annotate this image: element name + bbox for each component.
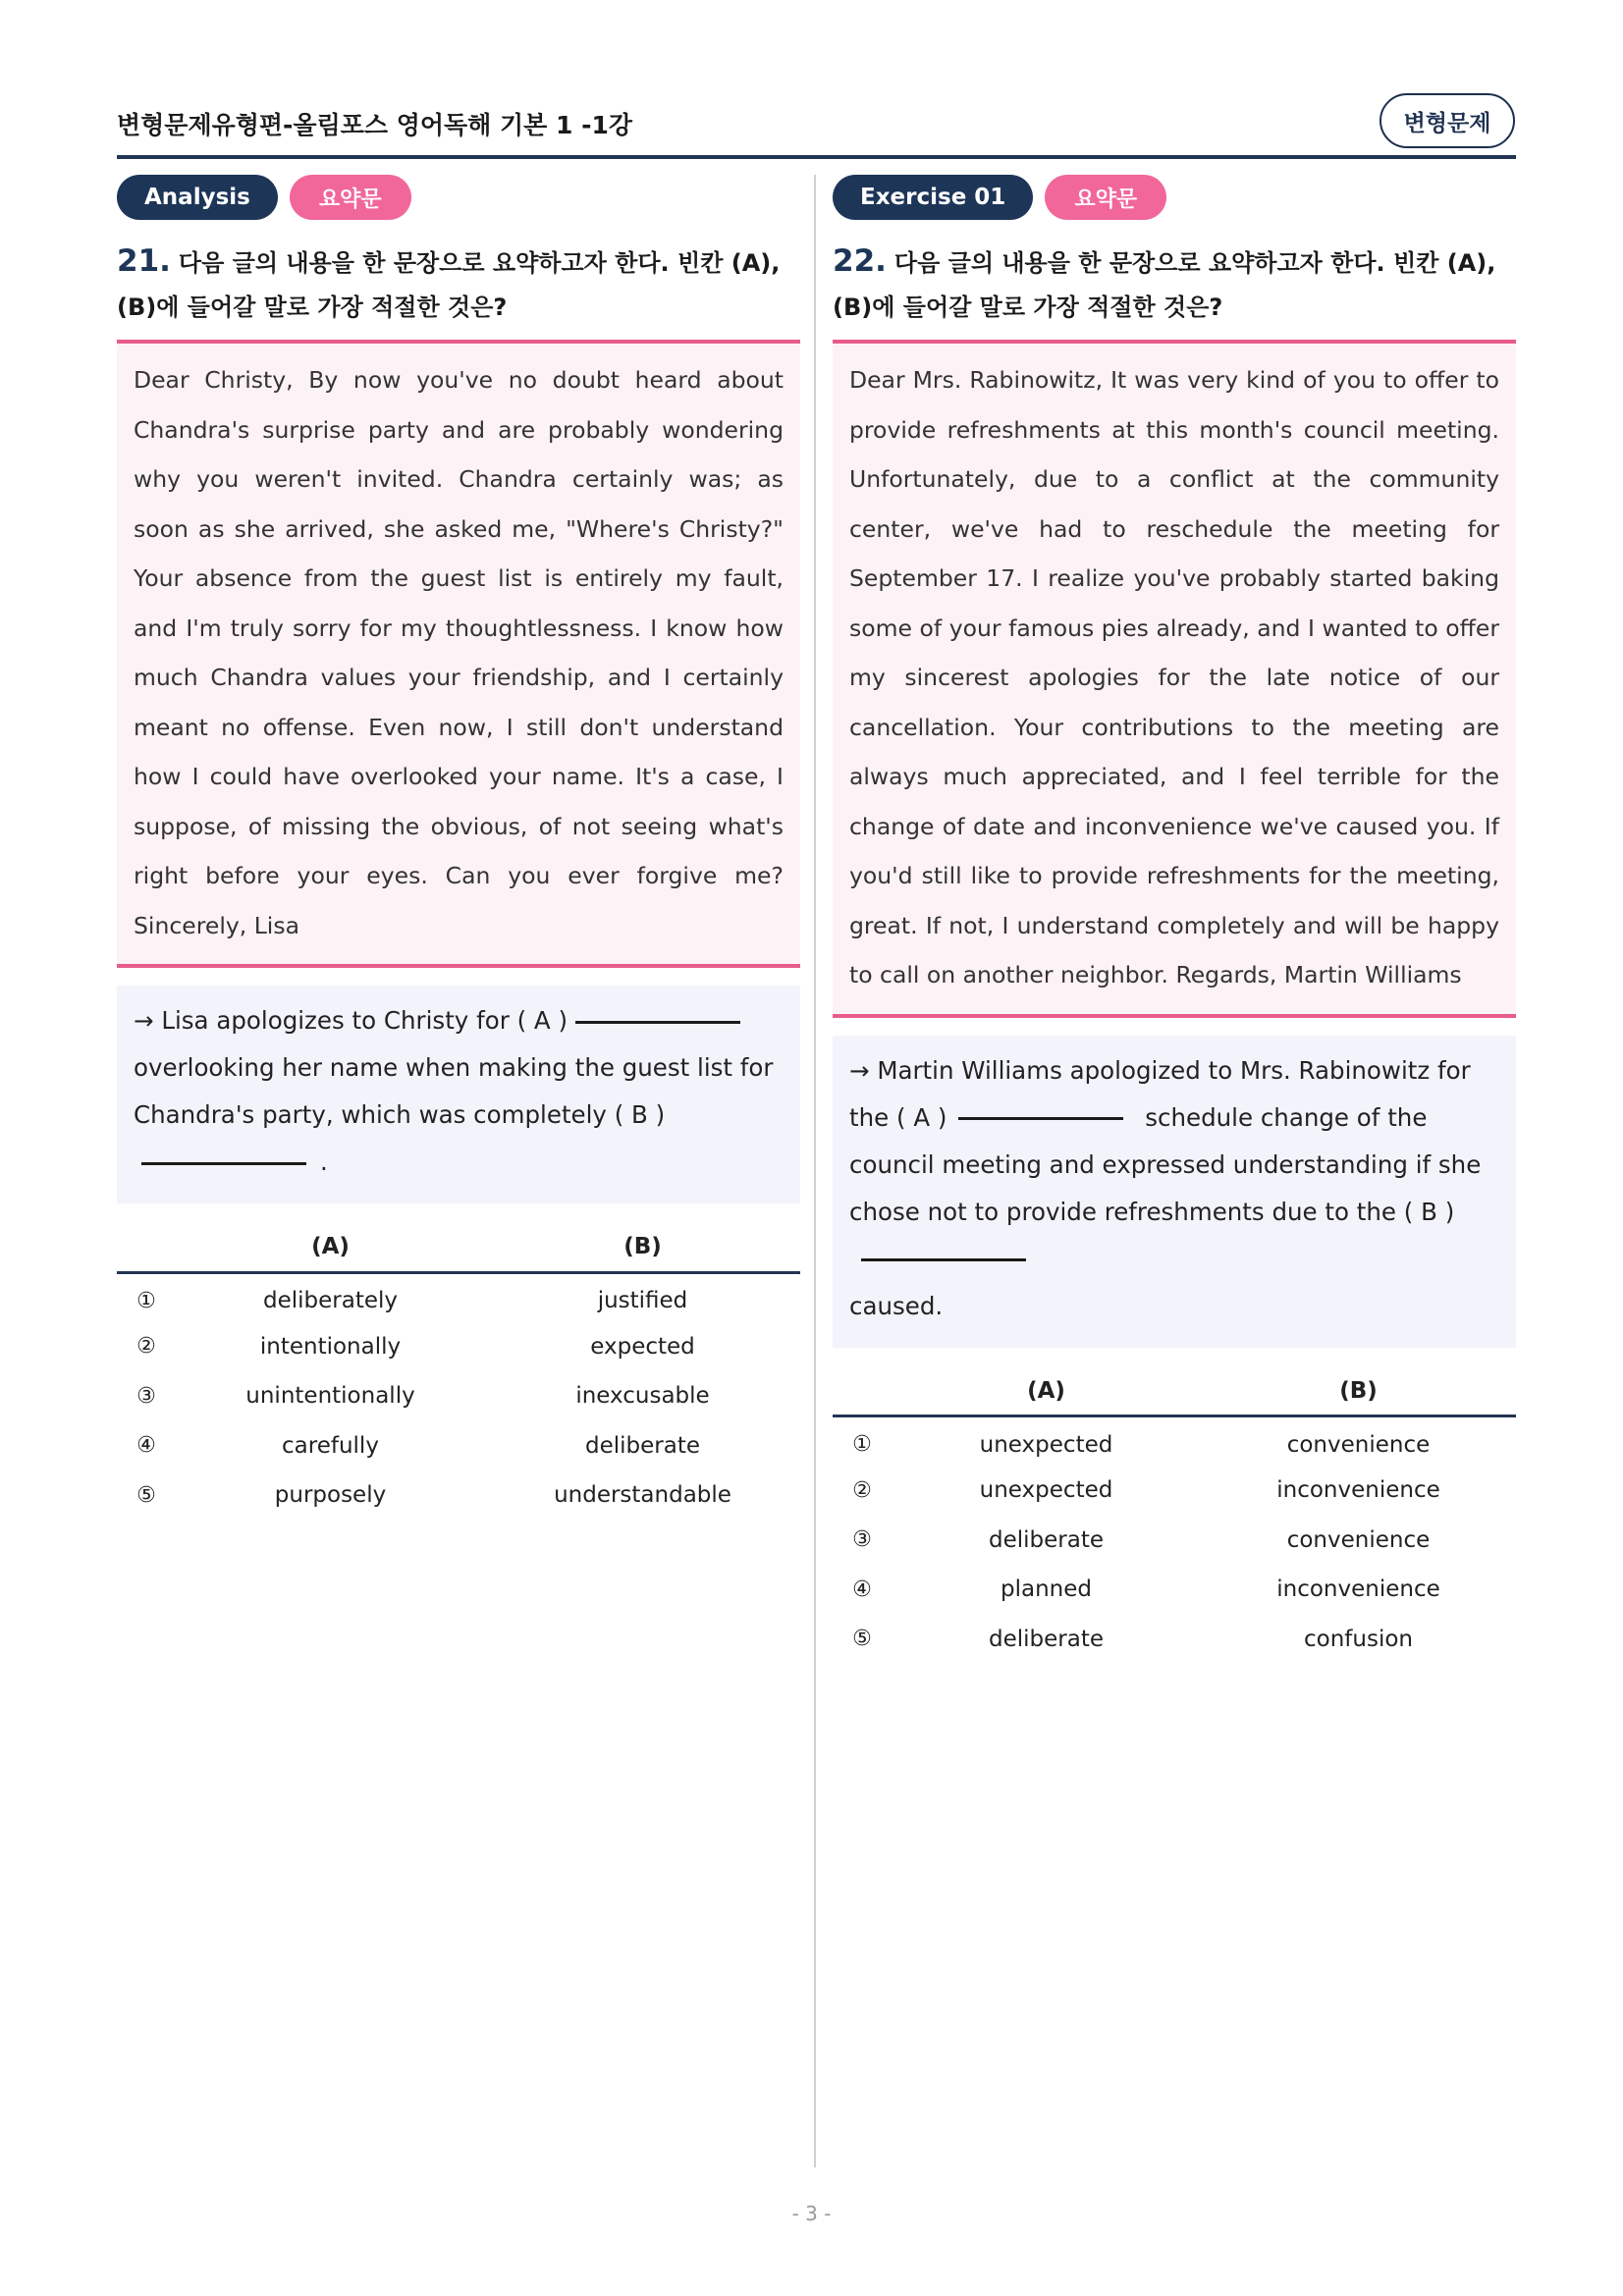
- summary-end: .: [320, 1148, 328, 1176]
- page-number: - 3 -: [791, 2202, 832, 2225]
- choice-number: ④: [852, 1576, 872, 1602]
- question-21-column: [117, 175, 800, 1521]
- choice-row[interactable]: [117, 1421, 800, 1471]
- choice-a: deliberately: [262, 1288, 398, 1313]
- question-22-column: [833, 175, 1516, 1664]
- blank-a: [575, 1021, 740, 1024]
- choice-a: deliberate: [989, 1626, 1104, 1652]
- choice-b: inexcusable: [575, 1383, 710, 1410]
- choice-b: inconvenience: [1276, 1576, 1440, 1603]
- choice-b: convenience: [1286, 1431, 1431, 1458]
- choice-row[interactable]: [833, 1516, 1516, 1566]
- choice-b: deliberate: [585, 1432, 700, 1459]
- choice-b: expected: [590, 1333, 695, 1360]
- passage-bottom-rule: [833, 1014, 1516, 1018]
- summary-tag: 요약문: [1045, 175, 1166, 220]
- choice-a: purposely: [274, 1482, 387, 1509]
- choice-b: justified: [597, 1288, 688, 1313]
- blank-b: [141, 1162, 306, 1165]
- passage-text: Dear Mrs. Rabinowitz, It was very kind of you to offer to provide refreshments at this month's council meeting. Unfortunately, due to a conflict at the community center, we've had to reschedule the meeting for September 17. I realize you've probably started baking some of your famous pies already, and I wanted to offer my sincerest apologies for the late notice of our cancellation. Your contributions to the meeting are always much appreciated, and I feel terrible for the change of date and inconvenience we've caused you. If you'd still like to provide refreshments for the meeting, great. If not, I understand completely and will be happy to call on another neighbor. Regards, Martin Williams: [833, 344, 1516, 1014]
- choice-number: ⑤: [852, 1627, 872, 1652]
- summary-box: [833, 1036, 1516, 1348]
- choice-row[interactable]: [117, 1322, 800, 1372]
- choice-a: unexpected: [979, 1431, 1113, 1458]
- summary-part-2: schedule change of the council meeting and expressed understanding if she chose not to provide refreshments due to the ( B ): [849, 1102, 1482, 1226]
- choices-table: [117, 1223, 800, 1521]
- choice-number: ⑤: [136, 1482, 156, 1508]
- choices-header-row: [117, 1223, 800, 1272]
- choice-row[interactable]: [833, 1565, 1516, 1615]
- page-header-title: 변형문제유형편-올림포스 영어독해 기본 1 -1강: [117, 111, 633, 139]
- summary-end: caused.: [849, 1291, 944, 1320]
- header-badge: 변형문제: [1380, 93, 1515, 148]
- choice-a: deliberate: [989, 1526, 1104, 1553]
- choice-a: unexpected: [979, 1477, 1113, 1504]
- question-text: 다음 글의 내용을 한 문장으로 요약하고자 한다. 빈칸 (A), (B)에 들어갈 말로 가장 적절한 것은?: [117, 249, 781, 321]
- choice-number: ④: [136, 1433, 156, 1459]
- choice-num-header: [117, 1223, 176, 1272]
- header-divider: [117, 155, 1516, 159]
- choice-b: confusion: [1304, 1626, 1413, 1652]
- summary-tag: 요약문: [290, 175, 411, 220]
- blank-a: [958, 1117, 1123, 1120]
- choice-row[interactable]: [117, 1470, 800, 1521]
- choice-row[interactable]: [117, 1272, 800, 1322]
- column-b-header: (B): [623, 1234, 662, 1260]
- tag-group: [117, 175, 800, 220]
- blank-b: [861, 1258, 1026, 1261]
- column-divider: [814, 175, 816, 2167]
- passage-text: Dear Christy, By now you've no doubt heard about Chandra's surprise party and are probably wondering why you weren't invited. Chandra certainly was; as soon as she arrived, she asked me, "Where's Christy?" Your absence from the guest list is entirely my fault, and I'm truly sorry for my thoughtlessness. I know how much Chandra values your friendship, and I certainly meant no offense. Even now, I still don't understand how I could have overlooked your name. It's a case, I suppose, of missing the obvious, of not seeing what's right before your eyes. Can you ever forgive me? Sincerely, Lisa: [117, 344, 800, 964]
- choice-a: intentionally: [259, 1333, 402, 1360]
- choice-row[interactable]: [117, 1371, 800, 1421]
- question-text: 다음 글의 내용을 한 문장으로 요약하고자 한다. 빈칸 (A), (B)에 들어갈 말로 가장 적절한 것은?: [833, 249, 1496, 321]
- choice-b: inconvenience: [1276, 1477, 1440, 1504]
- choice-a: unintentionally: [245, 1383, 415, 1410]
- choice-number: ③: [136, 1383, 156, 1409]
- summary-box: [117, 986, 800, 1203]
- choices-header-row: [833, 1367, 1516, 1416]
- choice-number: ③: [852, 1527, 872, 1553]
- choice-num-header: [833, 1367, 892, 1416]
- choice-b: convenience: [1286, 1526, 1431, 1553]
- passage-bottom-rule: [117, 964, 800, 968]
- question-prompt: [117, 240, 800, 330]
- choice-a: carefully: [282, 1432, 379, 1459]
- question-number: 21.: [117, 243, 171, 279]
- choice-b: understandable: [554, 1482, 731, 1509]
- choices-table: [833, 1367, 1516, 1665]
- choice-number: ①: [852, 1432, 872, 1457]
- question-number: 22.: [833, 243, 887, 279]
- choice-a: planned: [1001, 1576, 1092, 1603]
- analysis-tag: Analysis: [117, 175, 278, 220]
- choice-number: ①: [136, 1288, 156, 1313]
- choice-row[interactable]: [833, 1615, 1516, 1665]
- choice-row[interactable]: [833, 1416, 1516, 1467]
- column-a-header: (A): [311, 1234, 350, 1260]
- tag-group: [833, 175, 1516, 220]
- question-prompt: [833, 240, 1516, 330]
- summary-part-1: → Lisa apologizes to Christy for ( A ): [134, 1006, 568, 1035]
- summary-part-1: → Martin Williams apologized to Mrs. Rabinowitz for the ( A ): [849, 1055, 1471, 1132]
- exercise-tag: Exercise 01: [833, 175, 1033, 220]
- choice-number: ②: [136, 1334, 156, 1360]
- choice-row[interactable]: [833, 1466, 1516, 1516]
- choice-number: ②: [852, 1477, 872, 1503]
- column-b-header: (B): [1339, 1377, 1378, 1404]
- summary-part-2: overlooking her name when making the guest list for Chandra's party, which was completely ( B ): [134, 1053, 774, 1129]
- column-a-header: (A): [1027, 1377, 1065, 1404]
